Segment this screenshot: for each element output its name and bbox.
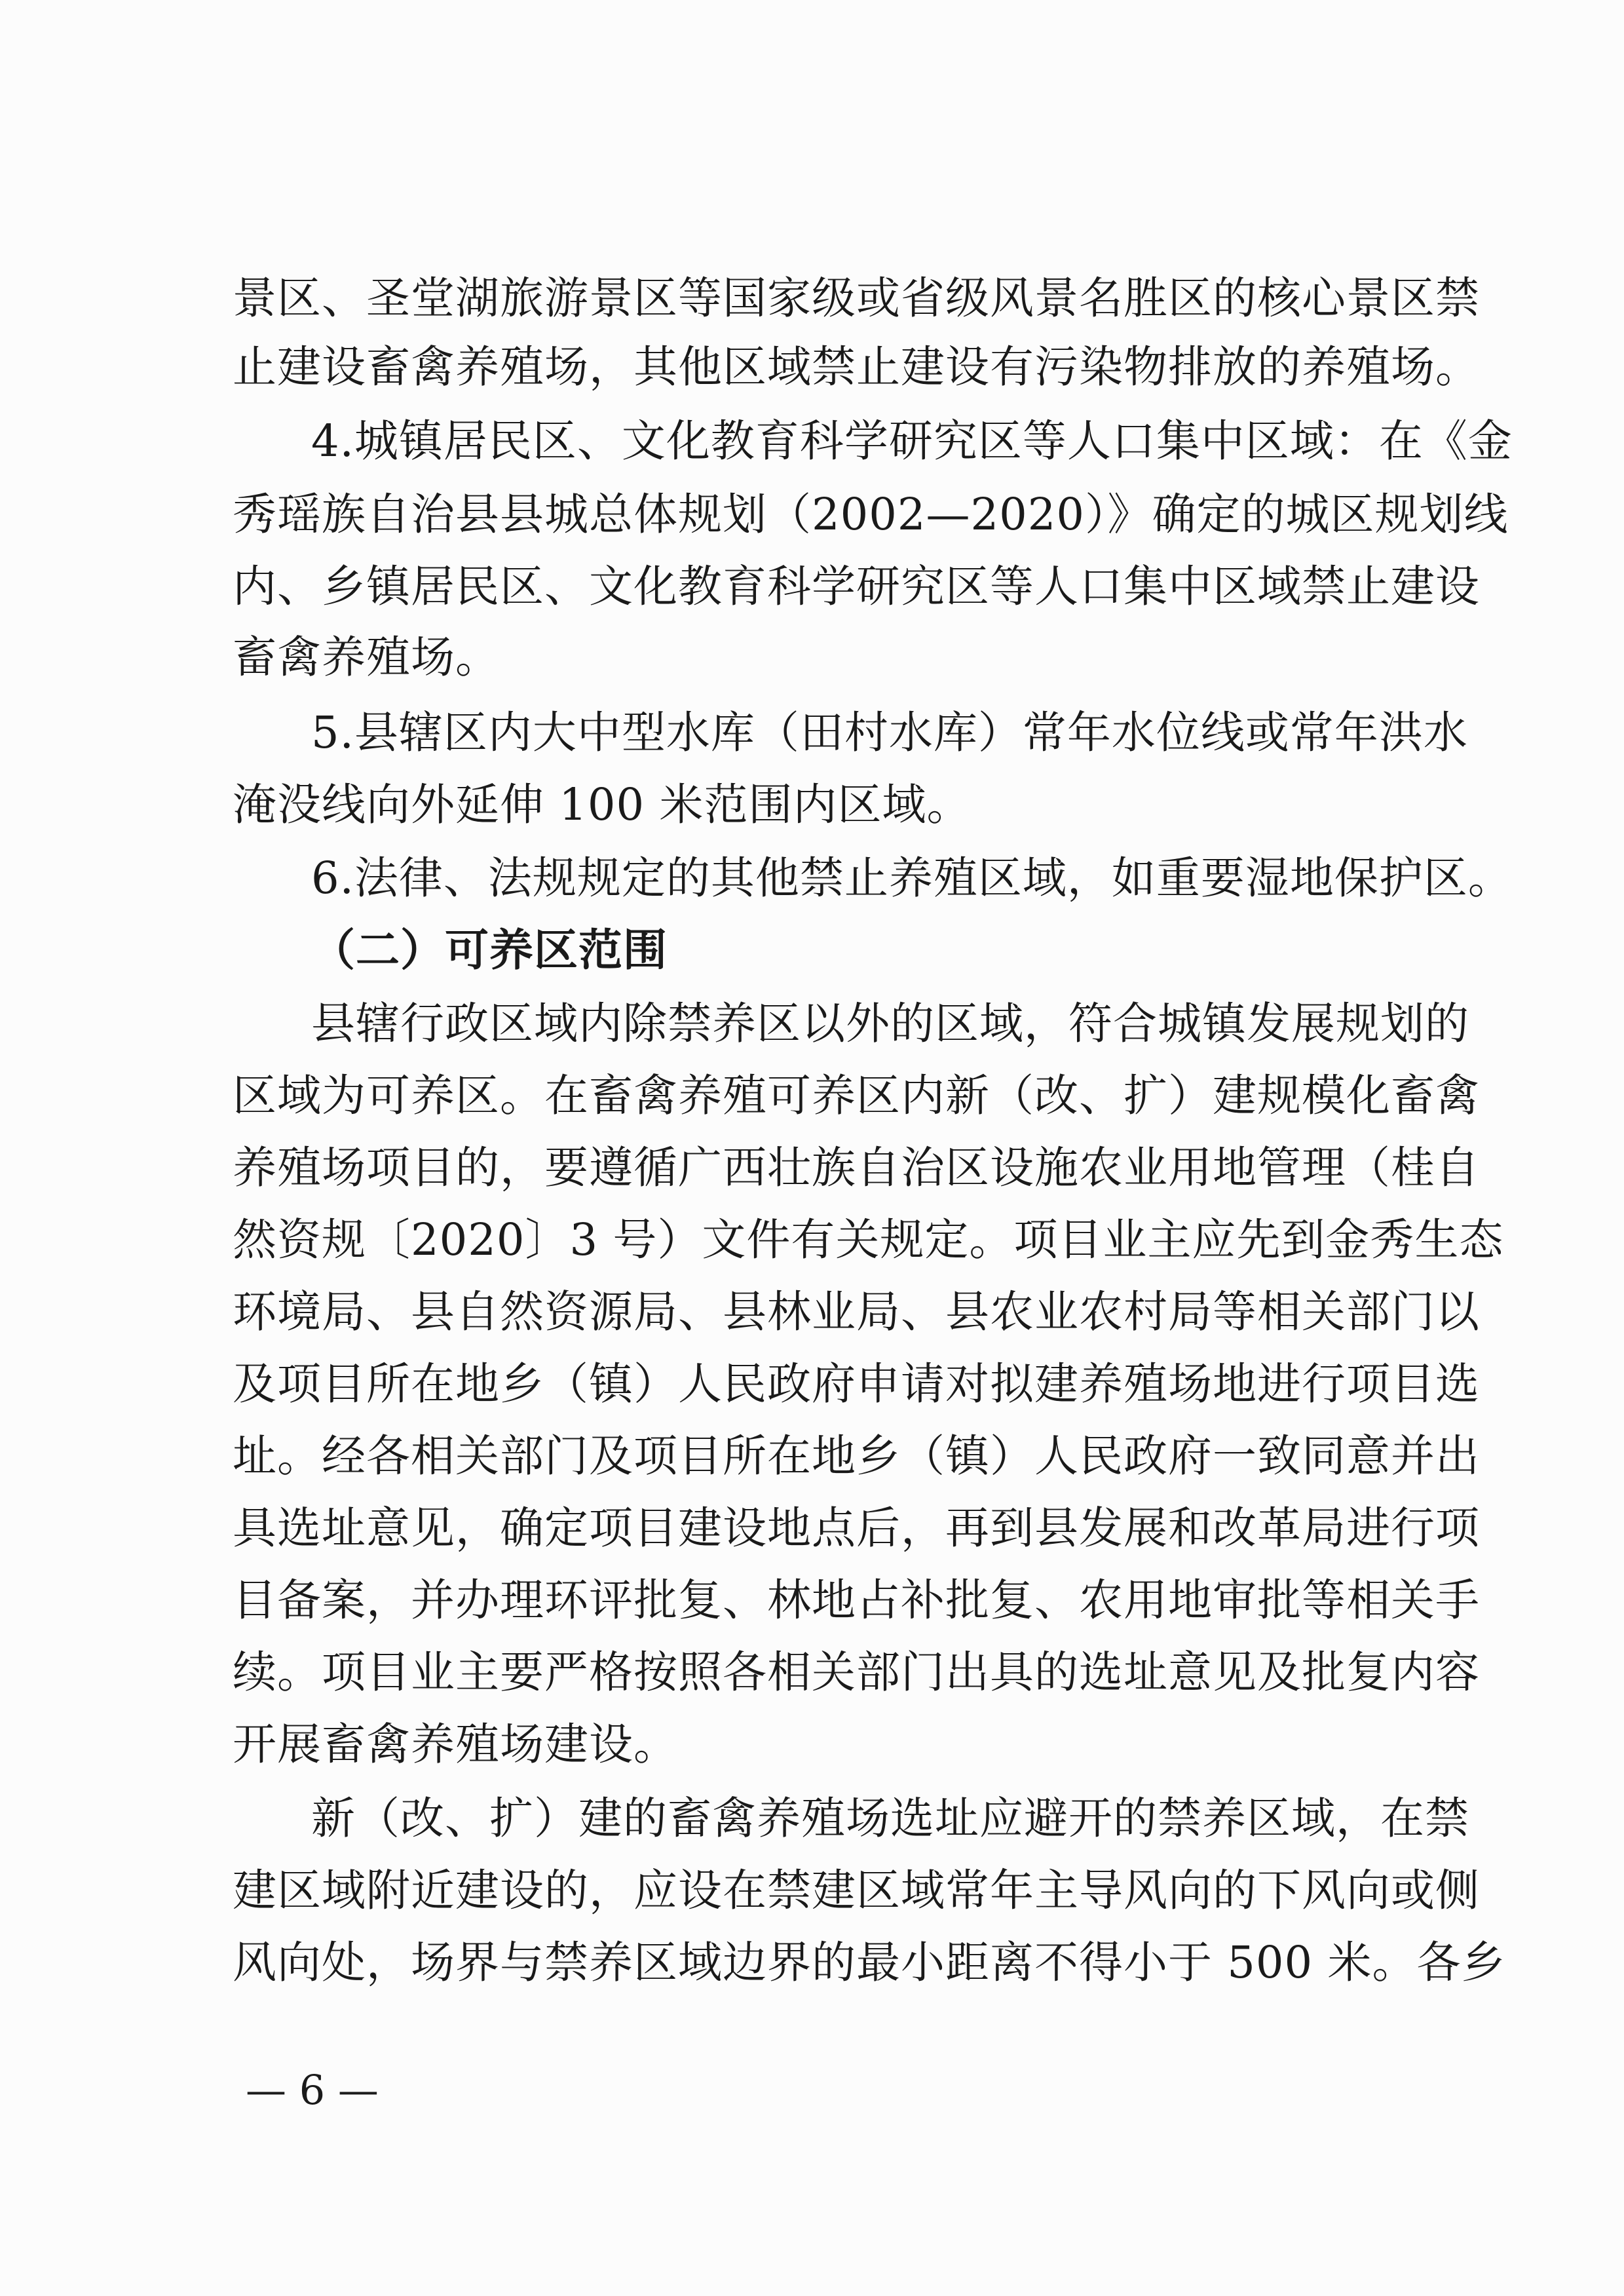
- body-text-line: 5.县辖区内大中型水库（田村水库）常年水位线或常年洪水: [311, 707, 1468, 758]
- body-text-line: 畜禽养殖场。: [233, 632, 500, 683]
- section-heading: （二）可养区范围: [311, 924, 668, 976]
- body-text-line: 止建设畜禽养殖场，其他区域禁止建设有污染物排放的养殖场。: [233, 341, 1480, 392]
- body-text-line: 6.法律、法规规定的其他禁止养殖区域，如重要湿地保护区。: [311, 852, 1513, 904]
- body-text-line: 环境局、县自然资源局、县林业局、县农业农村局等相关部门以: [233, 1286, 1480, 1337]
- body-text-line: 4.城镇居民区、文化教育科学研究区等人口集中区域：在《金: [311, 415, 1513, 467]
- body-text-line: 及项目所在地乡（镇）人民政府申请对拟建养殖场地进行项目选: [233, 1358, 1480, 1409]
- body-text-line: 具选址意见，确定项目建设地点后，再到县发展和改革局进行项: [233, 1502, 1480, 1554]
- body-text-line: 秀瑶族自治县县城总体规划（2002—2020）》确定的城区规划线: [233, 489, 1509, 540]
- body-text-line: 淹没线向外延伸 100 米范围内区域。: [233, 779, 972, 830]
- body-text-line: 内、乡镇居民区、文化教育科学研究区等人口集中区域禁止建设: [233, 561, 1480, 612]
- body-text-line: 开展畜禽养殖场建设。: [233, 1719, 678, 1770]
- body-text-line: 址。经各相关部门及项目所在地乡（镇）人民政府一致同意并出: [233, 1430, 1480, 1482]
- body-text-line: 续。项目业主要严格按照各相关部门出具的选址意见及批复内容: [233, 1647, 1480, 1698]
- body-text-line: 景区、圣堂湖旅游景区等国家级或省级风景名胜区的核心景区禁: [233, 273, 1480, 324]
- body-text-line: 目备案，并办理环评批复、林地占补批复、农用地审批等相关手: [233, 1575, 1480, 1626]
- body-text-line: 县辖行政区域内除禁养区以外的区域，符合城镇发展规划的: [311, 998, 1469, 1049]
- body-text-line: 新（改、扩）建的畜禽养殖场选址应避开的禁养区域，在禁: [311, 1793, 1469, 1844]
- page-number: — 6 —: [246, 2066, 379, 2114]
- body-text-line: 建区域附近建设的，应设在禁建区域常年主导风向的下风向或侧: [233, 1865, 1480, 1916]
- body-text-line: 区域为可养区。在畜禽养殖可养区内新（改、扩）建规模化畜禽: [233, 1070, 1480, 1121]
- body-text-line: 然资规〔2020〕3 号）文件有关规定。项目业主应先到金秀生态: [233, 1214, 1504, 1265]
- body-text-line: 风向处，场界与禁养区域边界的最小距离不得小于 500 米。各乡: [233, 1937, 1506, 1988]
- body-text-line: 养殖场项目的，要遵循广西壮族自治区设施农业用地管理（桂自: [233, 1142, 1480, 1193]
